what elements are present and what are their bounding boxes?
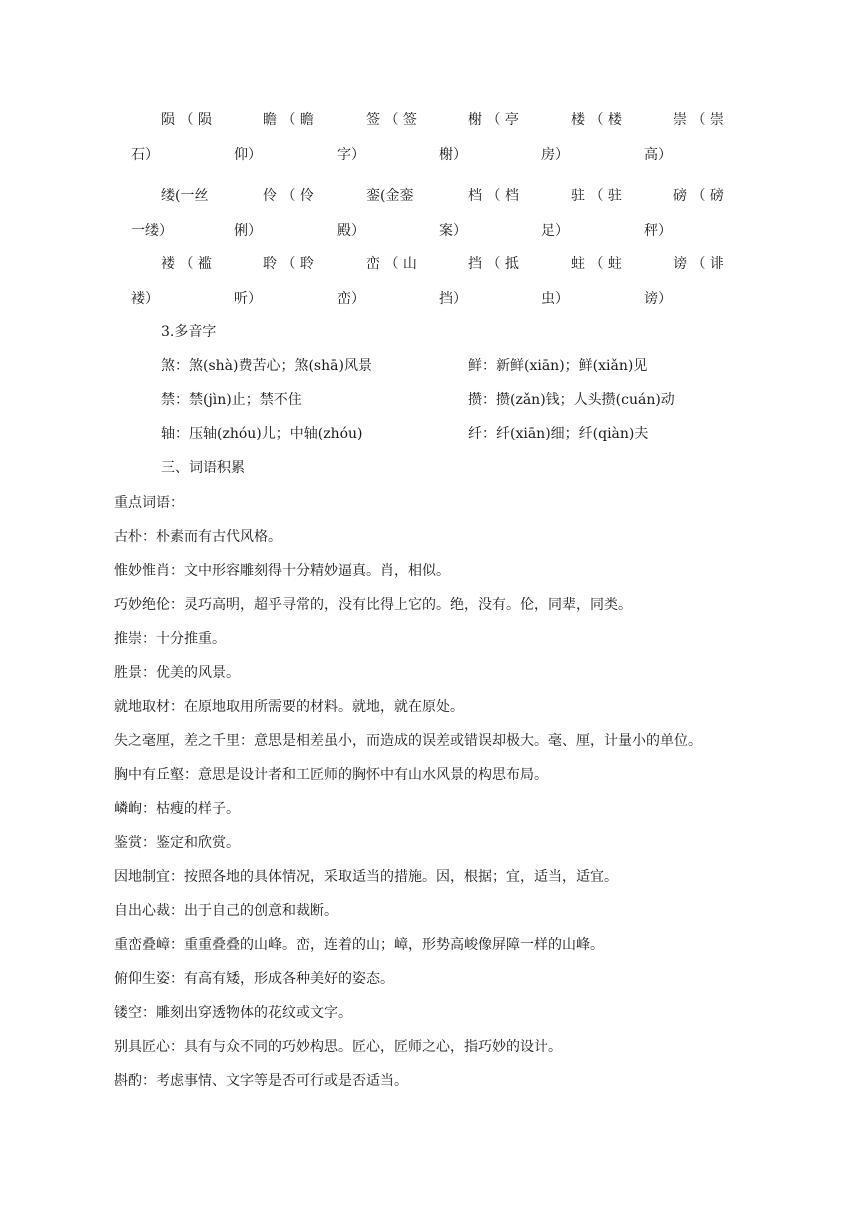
vocab-definition: 胜景：优美的风景。 [114,665,240,681]
vocab-definition: 失之毫厘，差之千里：意思是相差虽小，而造成的误差或错误却极大。毫、厘，计量小的单位。 [114,733,702,749]
char-pair-line2: 榭） [439,147,467,163]
polyphonic-entry: 轴：压轴(zhóu)儿；中轴(zhóu) [161,426,363,442]
char-pair-line2: 足） [541,223,569,239]
char-pair-line2: 殿） [337,223,365,239]
char-pair-line2: 仰） [234,147,262,163]
vocab-definition: 鉴赏：鉴定和欣赏。 [114,835,240,851]
char-pair-line2: 俐） [234,223,262,239]
char-pair-line1: 缕(一丝 [161,188,209,204]
polyphonic-entry: 纤：纤(xiān)细；纤(qiàn)夫 [468,426,649,442]
vocab-definition: 巧妙绝伦：灵巧高明，超乎寻常的，没有比得上它的。绝，没有。伦，同辈，同类。 [114,597,632,613]
char-pair-line2: 秤） [644,223,672,239]
char-pair-line1: 陨 （ 陨 [161,112,212,128]
vocab-definition: 斟酌：考虑事情、文字等是否可行或是否适当。 [114,1073,408,1089]
char-pair-line2: 虫） [541,291,569,307]
char-pair-line1: 磅 （ 磅 [673,188,724,204]
vocab-definition: 别具匠心：具有与众不同的巧妙构思。匠心，匠师之心，指巧妙的设计。 [114,1039,562,1055]
vocab-definition: 因地制宜：按照各地的具体情况，采取适当的措施。因，根据；宜，适当，适宜。 [114,869,618,885]
char-pair-line2: 高） [644,147,672,163]
char-pair-line1: 榭 （ 亭 [468,112,519,128]
vocab-definition: 胸中有丘壑：意思是设计者和工匠师的胸怀中有山水风景的构思布局。 [114,767,548,783]
vocab-definition: 就地取材：在原地取用所需要的材料。就地，就在原处。 [114,699,464,715]
polyphonic-entry: 禁：禁(jìn)止；禁不住 [161,392,302,408]
char-pair-line2: 字） [337,147,365,163]
vocab-definition: 俯仰生姿：有高有矮，形成各种美好的姿态。 [114,971,394,987]
char-pair-line1: 挡 （ 抵 [468,256,519,272]
polyphonic-heading: 3.多音字 [161,324,217,340]
vocab-definition: 惟妙惟肖：文中形容雕刻得十分精妙逼真。肖，相似。 [114,563,450,579]
char-pair-line1: 伶 （ 伶 [263,188,314,204]
vocab-subheading: 重点词语： [114,495,184,511]
vocab-definition: 嶙峋：枯瘦的样子。 [114,801,240,817]
char-pair-line1: 签 （ 签 [366,112,417,128]
char-pair-line2: 谤） [644,291,672,307]
char-pair-line2: 一缕） [131,223,173,239]
char-pair-line1: 褛 （ 褴 [161,256,212,272]
char-pair-line1: 銮(金銮 [366,188,414,204]
vocab-definition: 镂空：雕刻出穿透物体的花纹或文字。 [114,1005,352,1021]
char-pair-line1: 瞻 （ 瞻 [263,112,314,128]
char-pair-line1: 谤 （ 诽 [673,256,724,272]
vocab-definition: 推崇：十分推重。 [114,631,226,647]
char-pair-line1: 聆 （ 聆 [263,256,314,272]
vocab-definition: 自出心裁：出于自己的创意和裁断。 [114,903,338,919]
char-pair-line1: 驻 （ 驻 [571,188,622,204]
char-pair-line2: 褛） [131,291,159,307]
char-pair-line2: 案） [439,223,467,239]
char-pair-line2: 房） [541,147,569,163]
section-title: 三、词语积累 [161,460,245,476]
char-pair-line2: 峦） [337,291,365,307]
vocab-definition: 重峦叠嶂：重重叠叠的山峰。峦，连着的山；嶂，形势高峻像屏障一样的山峰。 [114,937,604,953]
char-pair-line1: 崇 （ 崇 [673,112,724,128]
char-pair-line1: 峦 （ 山 [366,256,417,272]
char-pair-line2: 听） [234,291,262,307]
polyphonic-entry: 攒：攒(zǎn)钱；人头攒(cuán)动 [468,392,675,408]
vocab-definition: 古朴：朴素而有古代风格。 [114,529,282,545]
char-pair-line1: 蛀 （ 蛀 [571,256,622,272]
char-pair-line2: 石） [131,147,159,163]
char-pair-line2: 挡） [439,291,467,307]
char-pair-line1: 档 （ 档 [468,188,519,204]
char-pair-line1: 楼 （ 楼 [571,112,622,128]
polyphonic-entry: 鲜：新鲜(xiān)；鲜(xiǎn)见 [468,358,648,374]
polyphonic-entry: 煞：煞(shà)费苦心；煞(shā)风景 [161,358,372,374]
